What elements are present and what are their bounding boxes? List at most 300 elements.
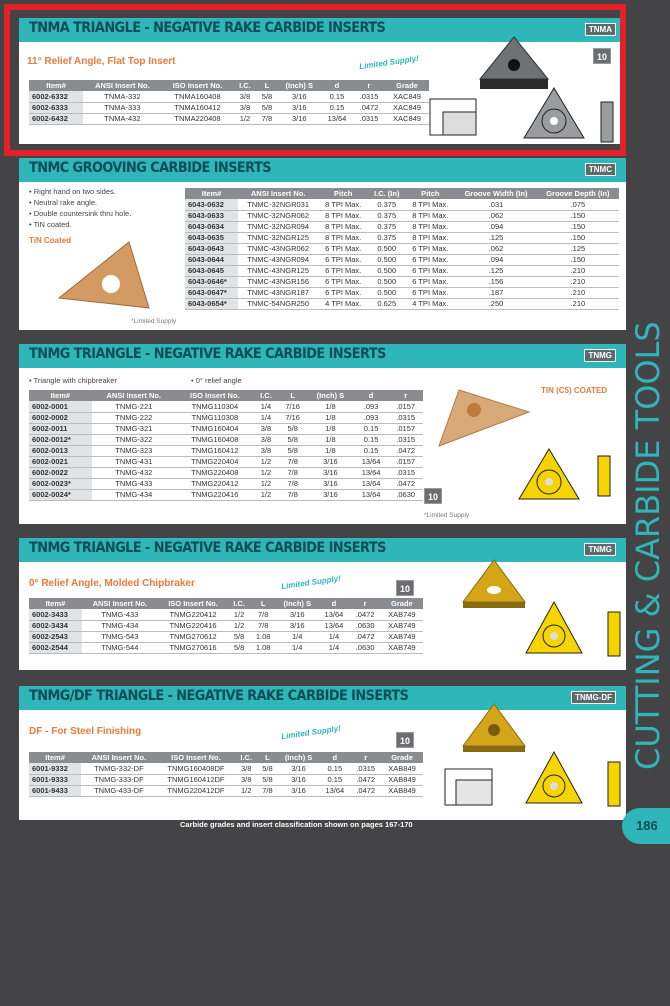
table-row [29,489,423,500]
table-row [185,232,619,243]
table-cell: TNMG160404 [176,423,254,434]
section-title: TNMA TRIANGLE - NEGATIVE RAKE CARBIDE INSERTS [29,20,386,36]
table-cell: .125 [455,232,537,243]
table-cell: .0472 [388,445,423,456]
column-header: (Inch) S [278,80,321,91]
table-cell: 8 TPI Max. [318,221,368,232]
table-cell: 0.500 [368,243,405,254]
table-cell: TNMG-221 [92,401,177,412]
table-cell: TNMC-43NGR062 [238,243,318,254]
table-cell: 7/8 [278,456,307,467]
table-cell: TNMG-544 [82,642,158,653]
table-cell: 6 TPI Max. [318,276,368,287]
table-cell: 6002-0001 [29,401,92,412]
table-cell: 3/16 [307,489,354,500]
table-cell: 1/2 [254,478,279,489]
table-cell: .031 [455,199,537,210]
table-cell: 3/8 [254,434,279,445]
table-cell: .250 [455,298,537,309]
table-row [29,631,423,642]
table-cell: 8 TPI Max. [405,199,455,210]
table-cell: XAB749 [381,642,423,653]
table-cell: TNMG-434 [92,489,177,500]
table-cell: 6 TPI Max. [318,243,368,254]
table-cell: TNMG160412 [176,445,254,456]
column-header: (Inch) S [307,390,354,401]
column-header: ANSI Insert No. [83,80,161,91]
column-header: Pitch [318,188,368,199]
table-cell: TNMA160408 [162,91,234,102]
table-cell: 3/16 [278,774,320,785]
table-cell: XAC849 [385,102,429,113]
table-cell: 6043-0647* [185,287,238,298]
table-cell: 6001-9332 [29,763,81,774]
table-cell: TNMG110308 [176,412,254,423]
table-cell: 5/8 [228,631,250,642]
table-cell: TNMA-432 [83,113,161,124]
table-cell: 0.15 [321,91,353,102]
table-cell: 0.15 [354,434,389,445]
column-header: (Inch) S [278,752,320,763]
table-cell: 5/8 [257,774,277,785]
table-row [29,113,429,124]
triangle-diagram-icon [524,748,584,810]
table-cell: .0630 [350,642,381,653]
table-cell: 0.375 [368,232,405,243]
table-cell: 3/8 [235,774,257,785]
table-cell: 1/8 [307,445,354,456]
table-row [185,298,619,309]
table-cell: 13/64 [319,785,350,796]
table-row [29,456,423,467]
insert-image-icon [459,556,529,611]
table-cell: 8 TPI Max. [318,232,368,243]
table-cell: .150 [537,210,619,221]
limited-supply-note: *Limited Supply [424,512,470,519]
pack-10-icon: 10 [396,580,414,596]
side-category-title: CUTTING & CARBIDE TOOLS [629,321,667,770]
table-cell: 1/4 [276,631,318,642]
table-cell: TNMG220412 [158,609,228,620]
table-cell: 6043-0654* [185,298,238,309]
table-cell: 6 TPI Max. [405,265,455,276]
column-header: Item# [29,80,83,91]
table-cell: 3/8 [235,763,257,774]
table-cell: TNMG-323 [92,445,177,456]
table-cell: 1/4 [254,401,279,412]
table-cell: TNMC-43NGR187 [238,287,318,298]
section-tnmg-df [19,686,626,820]
table-cell: 5/8 [257,763,277,774]
table-cell: 3/16 [278,91,321,102]
bullet: • 0° relief angle [191,376,242,385]
table-row [29,785,423,796]
table-cell: 6 TPI Max. [318,254,368,265]
table-cell: 5/8 [228,642,250,653]
table-cell: .0472 [350,774,381,785]
column-header: ANSI Insert No. [81,752,156,763]
table-cell: 6043-0635 [185,232,238,243]
section-tag: TNMA [585,23,616,36]
table-cell: 6002-0011 [29,423,92,434]
column-header: ISO Insert No. [157,752,236,763]
table-cell: .0315 [388,434,423,445]
column-header: r [350,752,381,763]
table-cell: TNMG220416 [176,489,254,500]
table-cell: TNMG220412 [176,478,254,489]
table-cell: 3/8 [233,102,256,113]
table-cell: 1/2 [235,785,257,796]
section-header [19,158,626,182]
table-cell: 8 TPI Max. [318,210,368,221]
section-tnmg-chipbreaker [19,344,626,524]
table-cell: 6001-9333 [29,774,81,785]
table-cell: TNMG-321 [92,423,177,434]
table-cell: TNMA160412 [162,102,234,113]
table-cell: 6002-0002 [29,412,92,423]
column-header: L [278,390,307,401]
insert-image-icon [459,700,529,755]
table-cell: XAC849 [385,91,429,102]
table-cell: TNMG270612 [158,631,228,642]
profile-diagram-icon [429,98,479,138]
spec-table [29,752,423,797]
table-cell: 6043-0634 [185,221,238,232]
table-cell: 1/8 [307,401,354,412]
table-cell: .0315 [353,91,385,102]
table-row [29,774,423,785]
column-header: L [250,598,276,609]
table-cell: 0.375 [368,210,405,221]
column-header: Groove Depth (In) [537,188,619,199]
table-cell: 1/2 [254,467,279,478]
table-cell: 3/16 [276,620,318,631]
table-cell: TNMC-43NGR094 [238,254,318,265]
table-cell: TNMC-43NGR125 [238,265,318,276]
table-cell: XAB749 [381,609,423,620]
triangle-diagram-icon [524,598,584,660]
table-cell: XAB849 [381,785,423,796]
column-header: Item# [29,390,92,401]
table-cell: .156 [455,276,537,287]
table-cell: 7/16 [278,401,307,412]
bullet-list [29,186,131,230]
column-header: Groove Width (In) [455,188,537,199]
table-cell: .210 [537,298,619,309]
table-cell: 6043-0645 [185,265,238,276]
table-cell: .0315 [353,113,385,124]
table-cell: 6002-2543 [29,631,82,642]
spec-table [29,390,423,501]
table-cell: TNMG-432 [92,467,177,478]
table-cell: .0157 [388,456,423,467]
table-cell: .094 [455,254,537,265]
column-header: ISO Insert No. [158,598,228,609]
table-cell: TNMG-333-DF [81,774,156,785]
table-cell: 8 TPI Max. [405,210,455,221]
table-row [185,287,619,298]
table-cell: TNMG-434 [82,620,158,631]
table-header-row [29,598,423,609]
bullet: • Right hand on two sides. [29,187,116,196]
table-cell: .093 [354,401,389,412]
table-cell: 6002-3434 [29,620,82,631]
table-cell: 3/16 [276,609,318,620]
pack-10-icon: 10 [424,488,442,504]
table-row [29,102,429,113]
table-cell: 13/64 [354,456,389,467]
table-cell: .093 [354,412,389,423]
table-cell: 7/8 [278,478,307,489]
table-cell: 13/64 [318,620,349,631]
table-cell: 6043-0643 [185,243,238,254]
table-cell: .125 [537,243,619,254]
table-cell: 3/16 [307,478,354,489]
pack-10-icon: 10 [396,732,414,748]
table-cell: 3/8 [254,445,279,456]
table-cell: 7/8 [278,489,307,500]
column-header: ISO Insert No. [162,80,234,91]
limited-supply-note: *Limited Supply [131,318,177,325]
column-header: r [388,390,423,401]
table-cell: 6002-6333 [29,102,83,113]
table-row [185,243,619,254]
table-cell: TNMC-32NGR031 [238,199,318,210]
table-cell: 6043-0632 [185,199,238,210]
table-cell: 6002-0023* [29,478,92,489]
table-cell: .125 [455,265,537,276]
bullet: • Double countersink thru hole. [29,209,132,218]
limited-supply-label: Limited Supply! [280,723,342,742]
table-cell: TNMG-222 [92,412,177,423]
section-tag: TNMG [584,349,616,362]
table-cell: 1.08 [250,642,276,653]
table-header-row [185,188,619,199]
table-cell: TNMG-433 [82,609,158,620]
table-cell: .0472 [350,631,381,642]
table-cell: 5/8 [278,445,307,456]
table-cell: TNMC-54NGR250 [238,298,318,309]
section-title: TNMG/DF TRIANGLE - NEGATIVE RAKE CARBIDE INSERTS [29,688,409,704]
table-cell: 0.15 [319,774,350,785]
section-header [19,538,626,562]
table-cell: 6043-0646* [185,276,238,287]
table-cell: .094 [455,221,537,232]
table-cell: TNMG-322 [92,434,177,445]
table-cell: 13/64 [354,467,389,478]
section-title: TNMG TRIANGLE - NEGATIVE RAKE CARBIDE INSERTS [29,346,386,362]
table-cell: 5/8 [256,91,277,102]
table-cell: .075 [537,199,619,210]
table-cell: 6002-0022 [29,467,92,478]
table-row [29,763,423,774]
table-cell: 0.500 [368,287,405,298]
table-cell: 7/8 [250,620,276,631]
table-cell: .150 [537,221,619,232]
column-header: r [350,598,381,609]
table-cell: XAB749 [381,631,423,642]
bullet: • Neutral rake angle. [29,198,98,207]
subtitle: 0° Relief Angle, Molded Chipbraker [29,578,195,589]
table-cell: 7/8 [278,467,307,478]
table-cell: 1/8 [307,434,354,445]
section-title: TNMC GROOVING CARBIDE INSERTS [29,160,271,176]
table-cell: 3/16 [278,102,321,113]
table-cell: XAB849 [381,774,423,785]
table-cell: 0.500 [368,254,405,265]
column-header: (Inch) S [276,598,318,609]
table-cell: .0315 [388,467,423,478]
column-header: d [318,598,349,609]
section-tag: TNMG [584,543,616,556]
table-row [29,620,423,631]
table-cell: 13/64 [354,489,389,500]
section-header [19,344,626,368]
table-cell: 7/8 [256,113,277,124]
table-cell: TNMA-332 [83,91,161,102]
subtitle: 11° Relief Angle, Flat Top Insert [27,56,176,67]
table-cell: .210 [537,276,619,287]
table-cell: 6002-0012* [29,434,92,445]
column-header: d [354,390,389,401]
table-row [185,221,619,232]
bullet: • TiN coated. [29,220,72,229]
table-cell: 6 TPI Max. [405,254,455,265]
table-cell: 6002-6432 [29,113,83,124]
table-cell: 6043-0633 [185,210,238,221]
column-header: I.C. [254,390,279,401]
table-row [29,401,423,412]
side-view-diagram-icon [604,610,624,658]
table-cell: 1/8 [307,412,354,423]
table-cell: 6043-0644 [185,254,238,265]
table-cell: TNMG-433 [92,478,177,489]
table-cell: TNMG160408DF [157,763,236,774]
table-cell: TNMG-431 [92,456,177,467]
table-cell: 8 TPI Max. [318,199,368,210]
table-cell: 0.15 [319,763,350,774]
table-row [29,609,423,620]
table-cell: TNMG160408 [176,434,254,445]
table-row [185,265,619,276]
table-cell: 6 TPI Max. [318,287,368,298]
section-tag: TNMC [585,163,616,176]
profile-diagram-icon [444,768,494,808]
table-cell: TNMG220412DF [157,785,236,796]
table-cell: TNMC-32NGR125 [238,232,318,243]
column-header: L [256,80,277,91]
section-tnmg-molded [19,538,626,670]
table-row [29,91,429,102]
table-cell: 6 TPI Max. [405,243,455,254]
spec-table [185,188,619,310]
table-cell: 0.500 [368,276,405,287]
table-cell: 5/8 [278,434,307,445]
table-cell: 3/8 [233,91,256,102]
column-header: Grade [385,80,429,91]
table-cell: .062 [455,210,537,221]
table-cell: 1/4 [276,642,318,653]
spec-table [29,598,423,654]
table-cell: 6 TPI Max. [405,276,455,287]
column-header: Grade [381,752,423,763]
table-cell: 3/16 [307,456,354,467]
column-header: I.C. (In) [368,188,405,199]
table-cell: 1/8 [307,423,354,434]
table-cell: .0315 [388,412,423,423]
coating-label: TIN (C5) COATED [541,386,608,395]
table-row [29,412,423,423]
table-cell: 3/8 [254,423,279,434]
table-cell: 6 TPI Max. [318,265,368,276]
table-cell: 1/2 [228,609,250,620]
table-cell: 0.15 [321,102,353,113]
column-header: Item# [29,598,82,609]
table-cell: 6002-2544 [29,642,82,653]
table-cell: .0630 [388,489,423,500]
column-header: ANSI Insert No. [92,390,177,401]
table-cell: .0472 [353,102,385,113]
table-cell: 1/4 [318,631,349,642]
column-header: ANSI Insert No. [238,188,318,199]
table-cell: .150 [537,254,619,265]
table-cell: TNMA220408 [162,113,234,124]
table-row [185,276,619,287]
table-cell: 8 TPI Max. [405,221,455,232]
table-header-row [29,80,429,91]
table-cell: .062 [455,243,537,254]
column-header: I.C. [228,598,250,609]
side-view-diagram-icon [594,454,614,499]
side-view-diagram-icon [604,760,624,808]
table-cell: .0157 [388,401,423,412]
column-header: L [257,752,277,763]
table-cell: .210 [537,287,619,298]
table-cell: 0.625 [368,298,405,309]
table-cell: TNMG110304 [176,401,254,412]
table-row [185,254,619,265]
subtitle: DF - For Steel Finishing [29,726,142,737]
table-cell: 6002-0013 [29,445,92,456]
table-row [185,199,619,210]
table-cell: TNMC-32NGR062 [238,210,318,221]
column-header: ISO Insert No. [176,390,254,401]
table-cell: 1.08 [250,631,276,642]
table-cell: TNMG220416 [158,620,228,631]
table-cell: XAC849 [385,113,429,124]
spec-table [29,80,429,125]
section-tnma [19,18,626,144]
insert-image-icon [49,238,159,318]
table-cell: 6002-3433 [29,609,82,620]
coating-label: TiN Coated [29,236,72,245]
table-cell: 1/4 [318,642,349,653]
table-cell: 13/64 [321,113,353,124]
column-header: Item# [29,752,81,763]
section-tnmc [19,158,626,330]
table-cell: 1/2 [228,620,250,631]
table-cell: 4 TPI Max. [318,298,368,309]
column-header: Pitch [405,188,455,199]
column-header: Grade [381,598,423,609]
table-row [29,423,423,434]
column-header: I.C. [233,80,256,91]
table-cell: .0157 [388,423,423,434]
table-cell: TNMC-32NGR094 [238,221,318,232]
table-cell: TNMG-543 [82,631,158,642]
table-row [185,210,619,221]
table-cell: 6002-0024* [29,489,92,500]
